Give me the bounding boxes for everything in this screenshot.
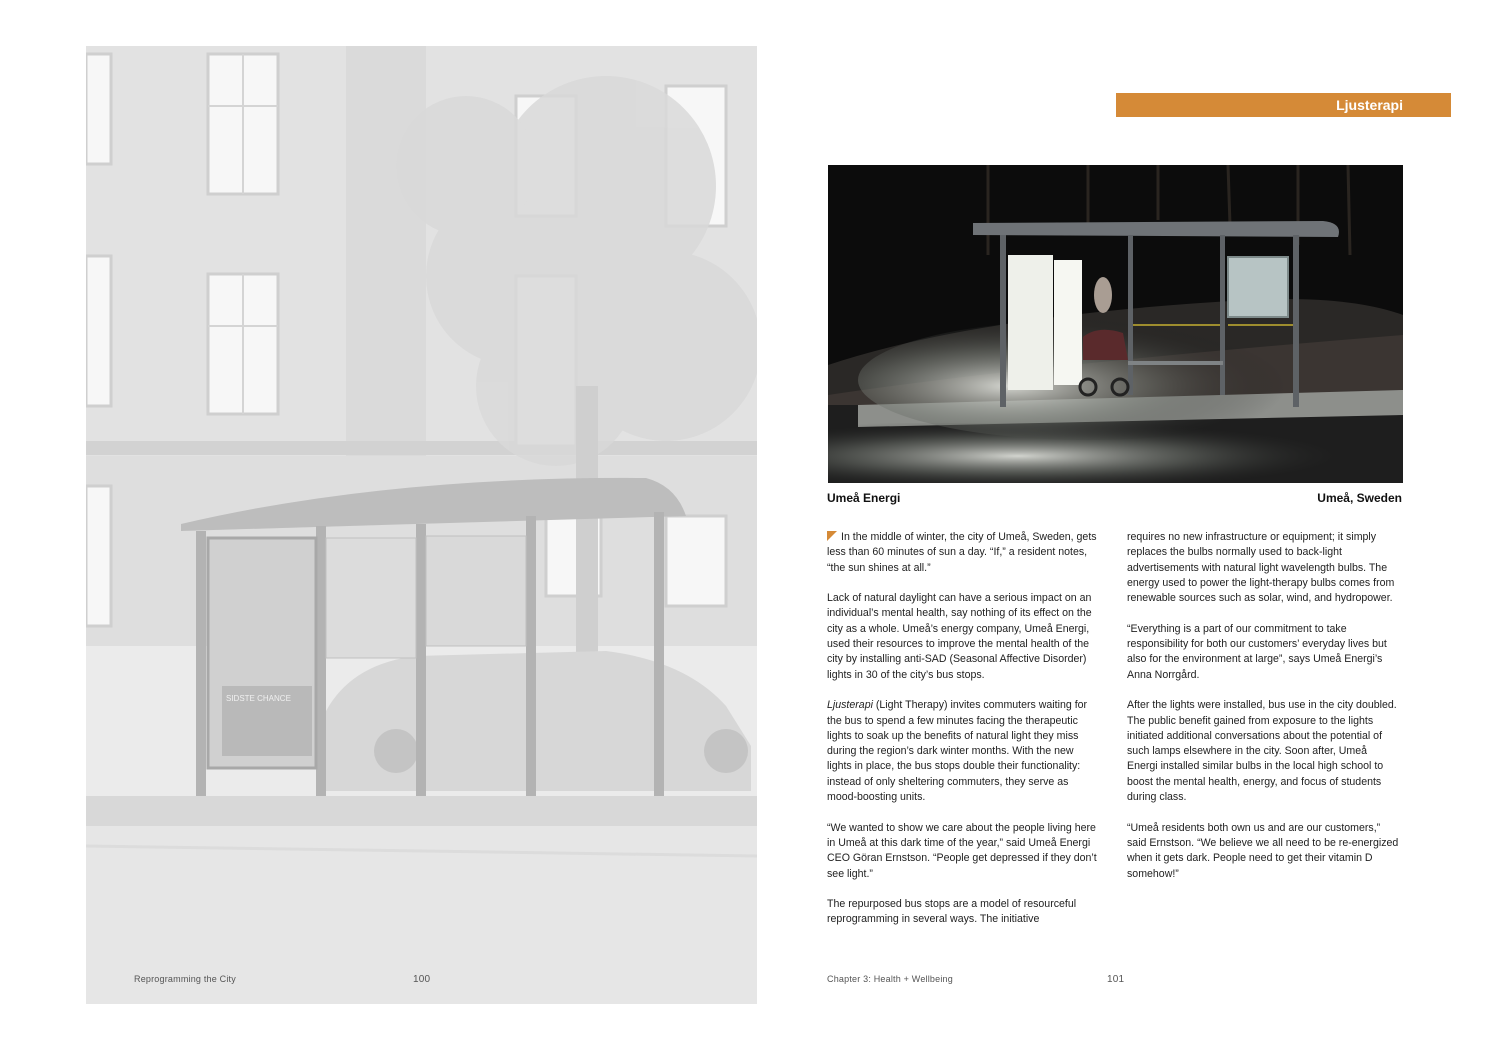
article-paragraph: The repurposed bus stops are a model of resourceful reprogramming in several ways. The initiative — [827, 898, 1077, 926]
bus-stop-photo — [828, 165, 1403, 483]
paragraph-marker-icon — [827, 531, 837, 541]
article-paragraph: After the lights were installed, bus use in the city doubled. The public benefit gained from exposure to the lights initiated additional conversations about the potential of such lamps elsewhere in the city. Soon after, Umeå Energi installed similar bulbs in the local high school to boost the mental health, energy, and focus of students during class. — [1127, 699, 1397, 804]
article-paragraph — [827, 698, 1099, 805]
article-paragraph: “Umeå residents both own us and are our customers,” said Ernstson. “We believe we all need to be re-energized when it gets dark. People need to get their vitamin D somehow!” — [1127, 821, 1399, 880]
article-paragraph: Lack of natural daylight can have a serious impact on an individual’s mental health, say nothing of its effect on the city as a whole. Umeå’s energy company, Umeå Energi, used their resources to improve the mental health of the city by installing anti-SAD (Seasonal Affective Disorder) lights in 30 of the city’s bus stops. — [827, 592, 1092, 681]
right-footer-title: Chapter 3: Health + Wellbeing — [827, 974, 953, 984]
left-footer-title: Reprogramming the City — [134, 974, 236, 984]
article-text: In the middle of winter, the city of Umeå, Sweden, gets less than 60 minutes of sun a day. “If,” a resident notes, “the sun shines at all.” — [827, 531, 1097, 574]
article-paragraph: “Everything is a part of our commitment to take responsibility for both our customers’ everyday lives but also for the environment at large”, says Umeå Energi’s Anna Norrgård. — [1127, 622, 1387, 681]
right-page-number: 101 — [1107, 974, 1125, 985]
left-page-photo — [86, 46, 757, 1004]
article-paragraph — [827, 530, 1099, 576]
article-column-2 — [1127, 530, 1399, 897]
ad-sign-text: SIDSTE CHANCE — [226, 694, 291, 703]
section-tag: Ljusterapi — [1116, 93, 1451, 117]
article-paragraph: “We wanted to show we care about the people living here in Umeå at this dark time of the year,” said Umeå Energi CEO Göran Ernstson. “People get depressed if they don’t see light.” — [827, 821, 1097, 880]
left-page-number: 100 — [413, 974, 431, 985]
article-paragraph: requires no new infrastructure or equipment; it simply replaces the bulbs normally used to back-light advertisements with natural light wavelength bulbs. The energy used to power the light-therapy bulbs comes from renewable sources such as solar, wind, and hydropower. — [1127, 531, 1395, 605]
caption-right: Umeå, Sweden — [1317, 491, 1402, 505]
caption-left: Umeå Energi — [827, 491, 901, 505]
article-italic-title: Ljusterapi — [827, 699, 873, 712]
article-text: (Light Therapy) invites commuters waiting for the bus to spend a few minutes facing the therapeutic lights to soak up the benefits of natural light they miss during the region’s dark winter months. With the new lights in place, the bus stops double their functionality: instead of only sheltering commuters, they serve as mood-boosting units. — [827, 699, 1088, 804]
article-column-1 — [827, 530, 1099, 943]
